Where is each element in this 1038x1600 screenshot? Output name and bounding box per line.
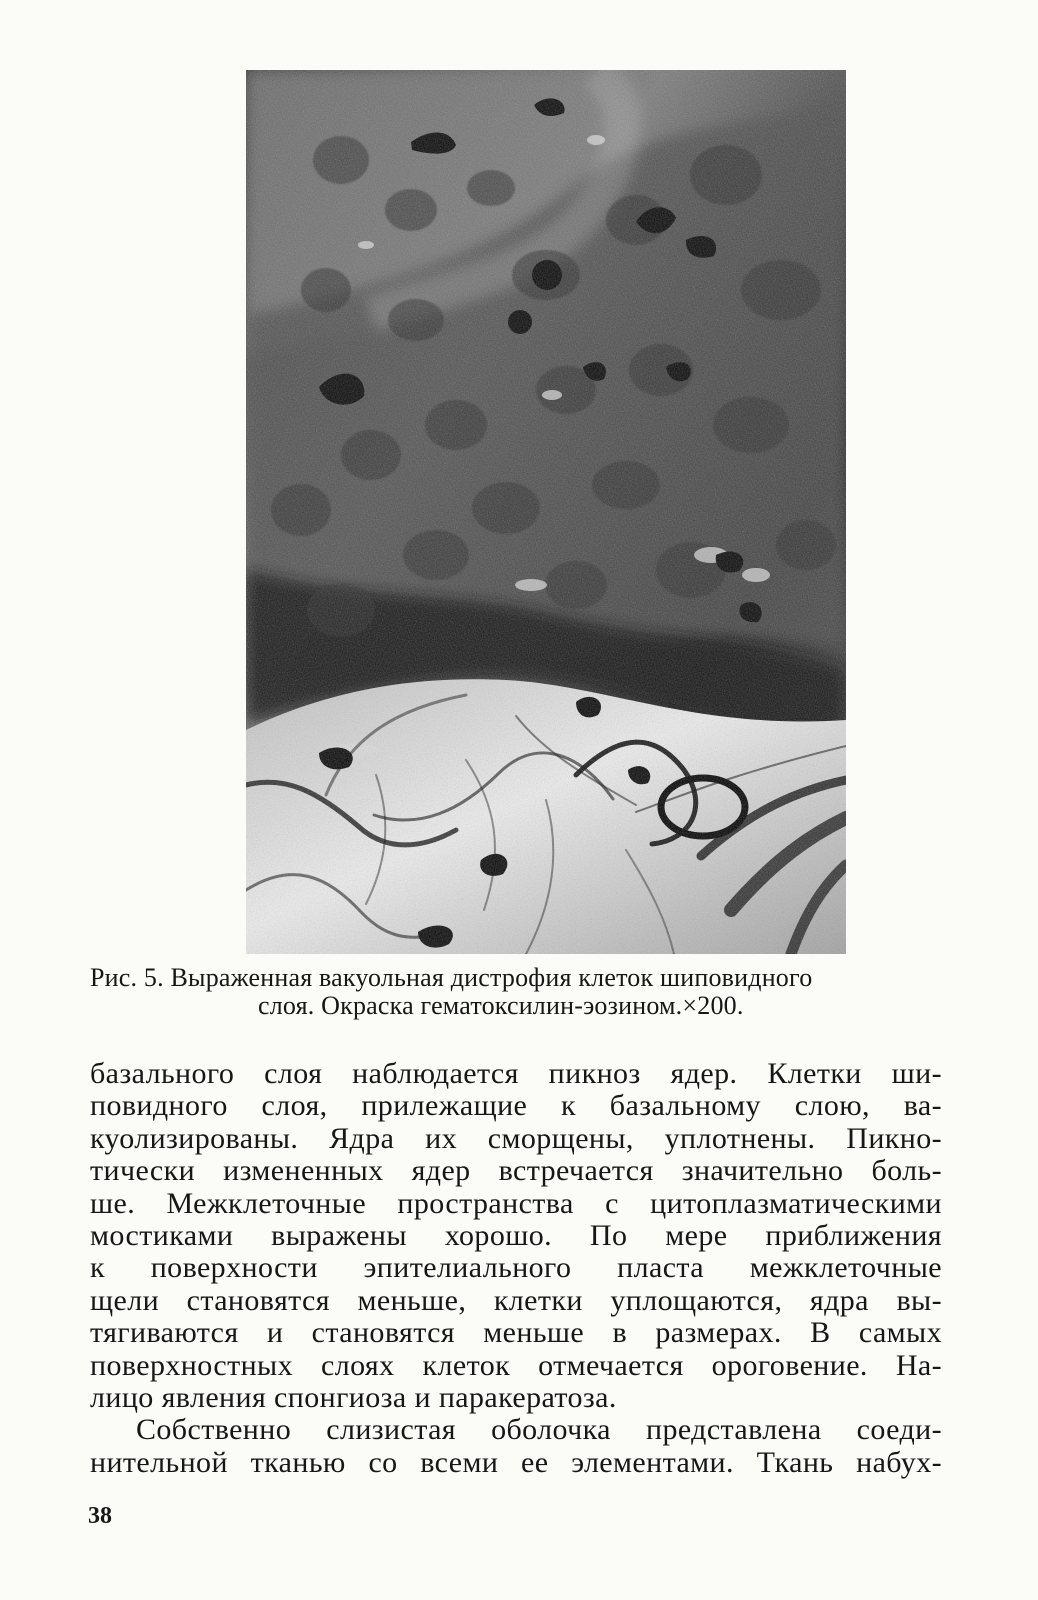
body-text-line: базального слоя наблюдается пикноз ядер. Клетки ши- (90, 1057, 942, 1090)
body-text-line: тягиваются и становятся меньше в размерах. В самых (90, 1316, 942, 1350)
body-text-line: тически измененных ядер встречается значительно боль- (90, 1154, 942, 1188)
histology-micrograph (246, 70, 846, 954)
body-text (90, 1058, 942, 1479)
body-text-line: лицо явления спонгиоза и паракератоза. (90, 1380, 617, 1414)
body-text-line: повидного слоя, прилежащие к базальному слою, ва- (90, 1089, 942, 1123)
body-text-line: куолизированы. Ядра их сморщены, уплотнены. Пикно- (90, 1121, 942, 1155)
figure-caption-line: слоя. Окраска гематоксилин-эозином.×200. (258, 991, 744, 1020)
page-number: 38 (88, 1503, 112, 1529)
figure-caption-line: Рис. 5. Выраженная вакуольная дистрофия клеток шиповидного (90, 963, 813, 992)
body-text-line: нительной тканью со всеми ее элементами. Ткань набух- (90, 1445, 942, 1479)
photographic-grain (246, 70, 846, 954)
body-text-line: к поверхности эпителиального пласта межклеточные (90, 1251, 942, 1285)
body-text-line: щели становятся меньше, клетки уплощаются, ядра вы- (90, 1283, 942, 1317)
body-text-line: Собственно слизистая оболочка представлена соеди- (136, 1413, 942, 1447)
micrograph-image (246, 70, 846, 954)
body-text-line: поверхностных слоях клеток отмечается ороговение. На- (90, 1348, 942, 1382)
body-text-line: ше. Межклеточные пространства с цитоплазматическими (90, 1186, 942, 1220)
figure-caption (90, 964, 958, 1020)
body-text-line: мостиками выражены хорошо. По мере приближения (90, 1218, 942, 1252)
